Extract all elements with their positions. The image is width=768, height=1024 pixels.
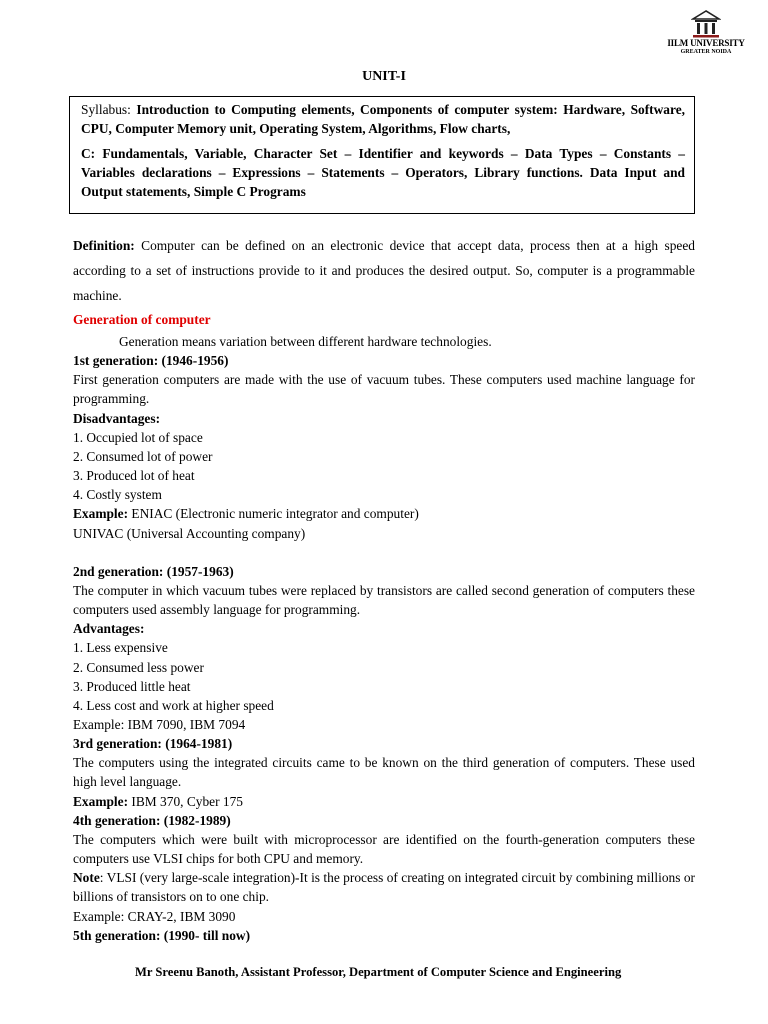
list-item: 2. Consumed less power — [73, 659, 204, 675]
gen1-example — [73, 504, 695, 523]
gen5-heading: 5th generation: (1990- till now) — [73, 927, 251, 943]
gen1-example-text: ENIAC (Electronic numeric integrator and computer) — [131, 506, 419, 522]
gen3-example-label: Example: — [73, 793, 129, 809]
logo-university-name: IILM UNIVERSITY — [667, 38, 745, 48]
gen2-example: Example: IBM 7090, IBM 7094 — [73, 716, 246, 732]
gen2-heading: 2nd generation: (1957-1963) — [73, 563, 234, 579]
page-title: UNIT-I — [362, 69, 406, 84]
gen3-example — [73, 792, 695, 811]
syllabus-topics: Introduction to Computing elements, Components of computer system: Hardware, Software, CPU, Computer Memory unit, Operating System, Algorithms, Flow charts, — [81, 102, 685, 136]
gen1-list-heading: Disadvantages: — [73, 410, 161, 426]
list-item: 2. Consumed lot of power — [73, 448, 213, 464]
syllabus-c-topics: C: Fundamentals, Variable, Character Set – Identifier and keywords – Data Types – Constants – Variables declarations – Expressions – Statements – Operators, Library functions. Data Input and Output statements, Simple C Programs — [81, 146, 685, 199]
gen4-note — [73, 868, 695, 906]
main-content — [73, 233, 695, 945]
syllabus-c-topics-paragraph — [81, 144, 685, 201]
definition-label: Definition: — [73, 238, 135, 253]
gen1-text: First generation computers are made with the use of vacuum tubes. These computers used machine language for programming. — [73, 372, 695, 407]
gen3-text: The computers using the integrated circuits came to be known on the third generation of computers. These used high level language. — [73, 755, 695, 790]
gen2-text: The computer in which vacuum tubes were replaced by transistors are called second generation of computers these computers used assembly language for programming. — [73, 582, 695, 618]
list-item: 1. Occupied lot of space — [73, 429, 203, 445]
gen3-example-text: IBM 370, Cyber 175 — [131, 793, 243, 809]
logo-location: GREATER NOIDA — [680, 49, 732, 55]
syllabus-label: Syllabus: — [81, 102, 131, 117]
gen2-list-heading: Advantages: — [73, 621, 145, 637]
gen1-heading: 1st generation: (1946-1956) — [73, 353, 229, 369]
list-item: 4. Less cost and work at higher speed — [73, 697, 274, 713]
university-logo — [664, 10, 748, 62]
gen3-heading: 3rd generation: (1964-1981) — [73, 736, 233, 752]
syllabus-paragraph — [81, 100, 685, 138]
syllabus-box — [69, 96, 695, 214]
list-item: 3. Produced little heat — [73, 678, 191, 694]
building-icon — [691, 10, 721, 38]
list-item: 3. Produced lot of heat — [73, 468, 195, 484]
list-item: 1. Less expensive — [73, 640, 168, 656]
definition-text: Computer can be defined on an electronic device that accept data, process then at a high speed according to a set of instructions provide to it and produces the desired output. So, computer is a programmable machine. — [73, 238, 695, 303]
gen4-text: The computers which were built with microprocessor are identified on the fourth-generation computers these computers use VLSI chips for both CPU and memory. — [73, 831, 695, 867]
definition-paragraph — [73, 233, 695, 308]
generation-heading: Generation of computer — [73, 312, 211, 327]
gen4-note-text: : VLSI (very large-scale integration)-It is the process of creating on integrated circuit by combining millions or billions of transistors on to one chip. — [73, 870, 695, 905]
generation-intro: Generation means variation between different hardware technologies. — [119, 334, 492, 349]
gen1-example-label: Example: — [73, 506, 129, 522]
page-footer: Mr Sreenu Banoth, Assistant Professor, Department of Computer Science and Engineering — [135, 965, 622, 979]
gen4-heading: 4th generation: (1982-1989) — [73, 812, 231, 828]
gen4-note-label: Note — [73, 870, 100, 886]
gen1-example2: UNIVAC (Universal Accounting company) — [73, 525, 306, 541]
list-item: 4. Costly system — [73, 487, 162, 503]
gen4-example: Example: CRAY-2, IBM 3090 — [73, 908, 236, 924]
